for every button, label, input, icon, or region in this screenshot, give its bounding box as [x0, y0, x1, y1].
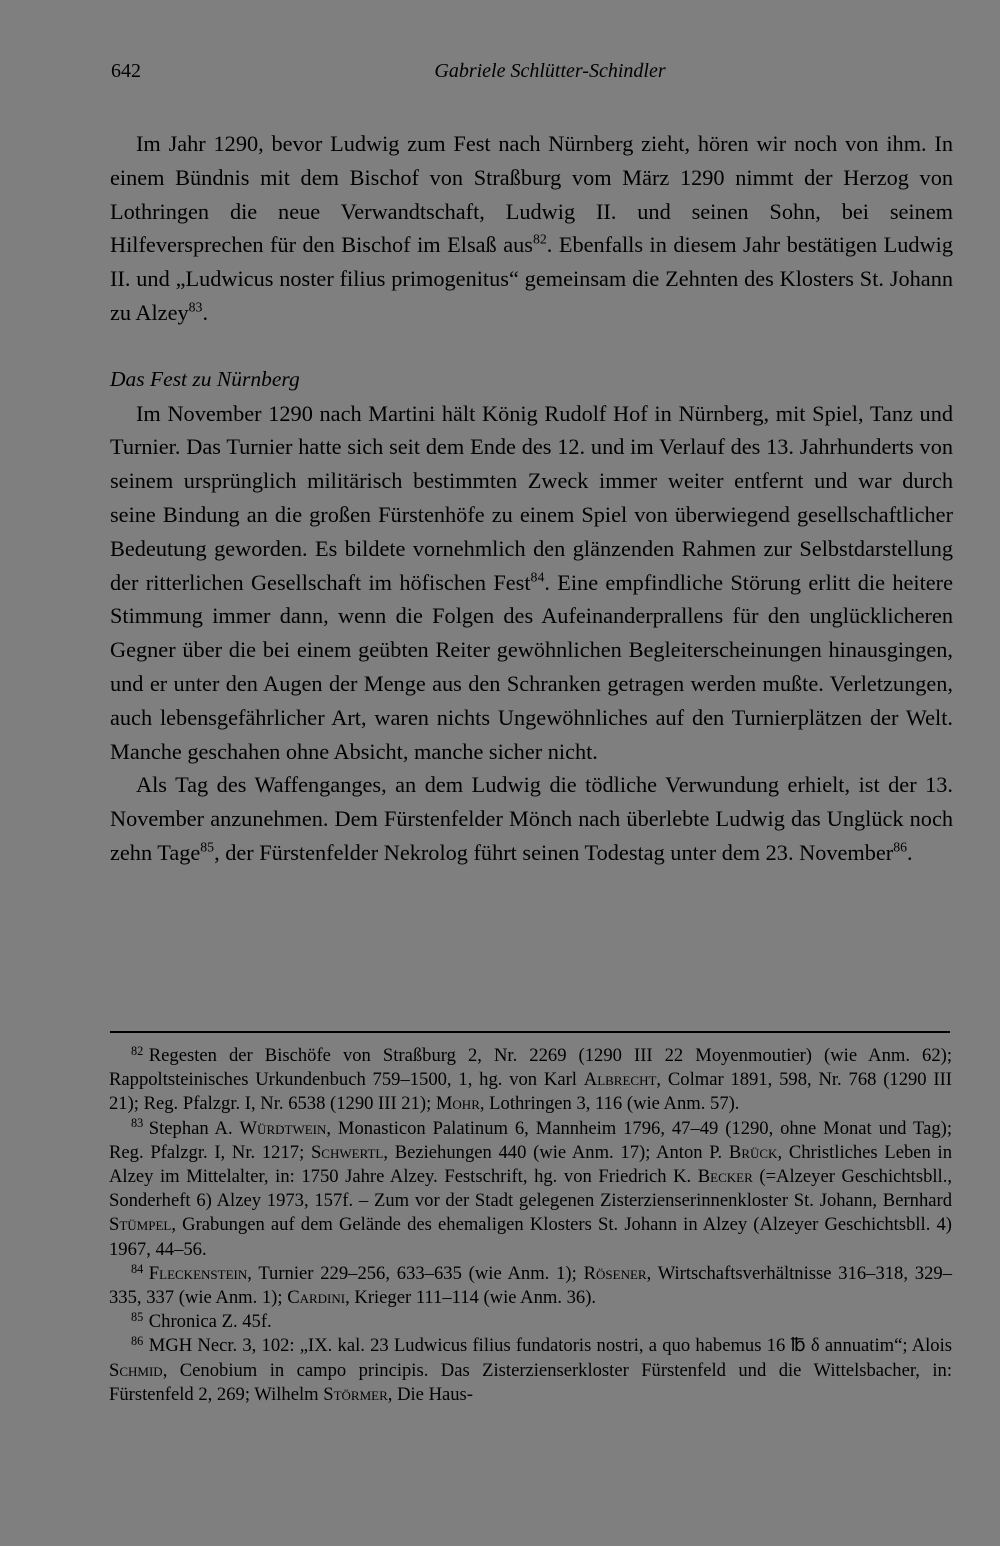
author-name: Würdtwein — [239, 1117, 327, 1139]
footnote-number: 83 — [131, 1116, 144, 1131]
author-name: Brück — [728, 1141, 778, 1163]
text-run: Stephan A. — [148, 1117, 240, 1139]
author-name: Rösener — [583, 1262, 647, 1284]
author-name: Schwertl — [310, 1141, 384, 1163]
footnote-number: 86 — [131, 1334, 144, 1349]
footnote-85 — [109, 1310, 952, 1334]
author-name: Becker — [697, 1166, 753, 1188]
page-header — [111, 60, 949, 90]
section-heading: Das Fest zu Nürnberg — [110, 366, 300, 391]
text-run: MGH Necr. 3, 102: „IX. kal. 23 Ludwicus filius fundatoris nostri, a quo habemus 16 ℔ δ annuatim“; Alois — [148, 1335, 952, 1357]
footnote-number: 82 — [131, 1043, 144, 1058]
text-run: . — [907, 839, 913, 865]
author-name: Albrecht — [583, 1069, 657, 1091]
text-run: , Grabungen auf dem Gelände des ehemaligen Klosters St. Johann in Alzey (Alzeyer Geschichtsbll. 4) 1967, 44–56. — [109, 1214, 952, 1260]
page-number: 642 — [111, 60, 141, 82]
footnote-83 — [109, 1117, 952, 1262]
text-run: , Cenobium in campo principis. Das Zisterzienserkloster Fürstenfeld und die Wittelsbacher, in: Fürstenfeld 2, 269; Wilhelm — [109, 1359, 952, 1405]
text-run: , Krieger 111–114 (wie Anm. 36). — [345, 1287, 597, 1309]
text-run: , Monasticon Palatinum 6, Mannheim 1796, 47–49 (1290, ohne Monat und Tag); Reg. Pfalzgr. I, Nr. 1217; — [109, 1117, 952, 1163]
author-name: Störmer — [323, 1383, 388, 1405]
text-run: (=Alzeyer Geschichtsbll., Sonderheft 6) Alzey 1973, 157f. – Zum vor der Stadt gelegenen Zisterzienserinnenkloster St. Johann, Bernhard — [109, 1166, 952, 1212]
author-name: Stümpel — [109, 1214, 172, 1236]
footnote-ref: 86 — [893, 839, 908, 855]
running-head: Gabriele Schlütter-Schindler — [434, 60, 666, 82]
text-run: Regesten der Bischöfe von Straßburg 2, Nr. 2269 (1290 III 22 Moyenmoutier) (wie Anm. 62); Rappoltsteinisches Urkundenbuch 759–1500, 1, hg. von Karl — [109, 1045, 952, 1091]
footnote-ref: 84 — [530, 569, 545, 584]
author-name: Fleckenstein — [148, 1262, 248, 1284]
text-run: , Wirtschaftsverhältnisse 316–318, 329–335, 337 (wie Anm. 1); — [109, 1262, 952, 1309]
author-name: Cardini — [287, 1287, 346, 1309]
footnote-86 — [109, 1334, 952, 1407]
footnote-number: 84 — [131, 1261, 144, 1276]
text-run: , Turnier 229–256, 633–635 (wie Anm. 1); — [247, 1262, 584, 1284]
text-run: Als Tag des Waffenganges, an dem Ludwig die tödliche Verwundung erhielt, ist der 13. November anzunehmen. Dem Fürstenfelder Mönch nach überlebte Ludwig das Unglück noch zehn Tage — [110, 772, 953, 865]
text-run: Chronica Z. 45f. — [148, 1311, 272, 1333]
text-run: . — [202, 299, 209, 325]
text-run: . Ebenfalls in diesem Jahr bestätigen Ludwig II. und „Ludwicus noster filius primogenitus“ gemeinsam die Zehnten des Klosters St. Johann zu Alzey — [110, 232, 953, 325]
author-name: Mohr — [435, 1093, 480, 1115]
footnote-84 — [109, 1262, 952, 1310]
text-run: , Beziehungen 440 (wie Anm. 17); Anton P. — [383, 1141, 729, 1163]
footnotes — [109, 1044, 952, 1407]
text-run: , Lothringen 3, 116 (wie Anm. 57). — [479, 1093, 740, 1115]
footnote-rule — [110, 1031, 950, 1033]
paragraph-2 — [110, 397, 953, 769]
text-run: , Die Haus- — [387, 1383, 473, 1405]
text-run: Im November 1290 nach Martini hält König Rudolf Hof in Nürnberg, mit Spiel, Tanz und Turnier. Das Turnier hatte sich seit dem Ende des 12. und im Verlauf des 13. Jahrhunderts von seinem ursprünglich militärisch bestimmten Zweck immer weiter entfernt und war durch seine Bindung an die großen Fürstenhöfe zu einem Spiel von überwiegend gesellschaftlicher Bedeutung geworden. Es bildete vornehmlich den glänzenden Rahmen zur Selbstdarstellung der ritterlichen Gesellschaft im höfischen Fest — [110, 400, 953, 595]
paragraph-3 — [110, 768, 953, 869]
text-run: . Eine empfindliche Störung erlitt die heitere Stimmung immer dann, wenn die Folgen des Aufeinanderprallens für den unglücklicheren Gegner über die bei einem geübten Reiter gewöhnlichen Begleiterscheinungen hinausgingen, und er unter den Augen der Menge aus den Schranken getragen werden mußte. Verletzungen, auch lebensgefährlicher Art, waren nichts Ungewöhnliches auf den Turnierplätzen der Welt. Manche geschahen ohne Absicht, manche sicher nicht. — [110, 569, 953, 764]
text-run: , der Fürstenfelder Nekrolog führt seinen Todestag unter dem 23. November — [214, 839, 894, 865]
text-run: , Colmar 1891, 598, Nr. 768 (1290 III 21); Reg. Pfalzgr. I, Nr. 6538 (1290 III 21); — [109, 1069, 952, 1115]
author-name: Schmid — [109, 1359, 163, 1381]
text-run: Im Jahr 1290, bevor Ludwig zum Fest nach Nürnberg zieht, hören wir noch von ihm. In einem Bündnis mit dem Bischof von Straßburg vom März 1290 nimmt der Herzog von Lothringen die neue Verwandtschaft, Ludwig II. und seinen Sohn, bei seinem Hilfeversprechen für den Bischof im Elsaß aus — [110, 131, 953, 258]
paragraph-1 — [110, 127, 953, 330]
footnote-number: 85 — [131, 1310, 144, 1325]
footnote-82 — [109, 1044, 952, 1117]
text-run: , Christliches Leben in Alzey im Mittelalter, in: 1750 Jahre Alzey. Festschrift, hg. von Friedrich K. — [109, 1141, 953, 1188]
main-text — [110, 127, 953, 870]
footnote-ref: 85 — [200, 839, 215, 855]
footnote-ref: 82 — [532, 231, 547, 247]
footnote-ref: 83 — [188, 299, 203, 315]
